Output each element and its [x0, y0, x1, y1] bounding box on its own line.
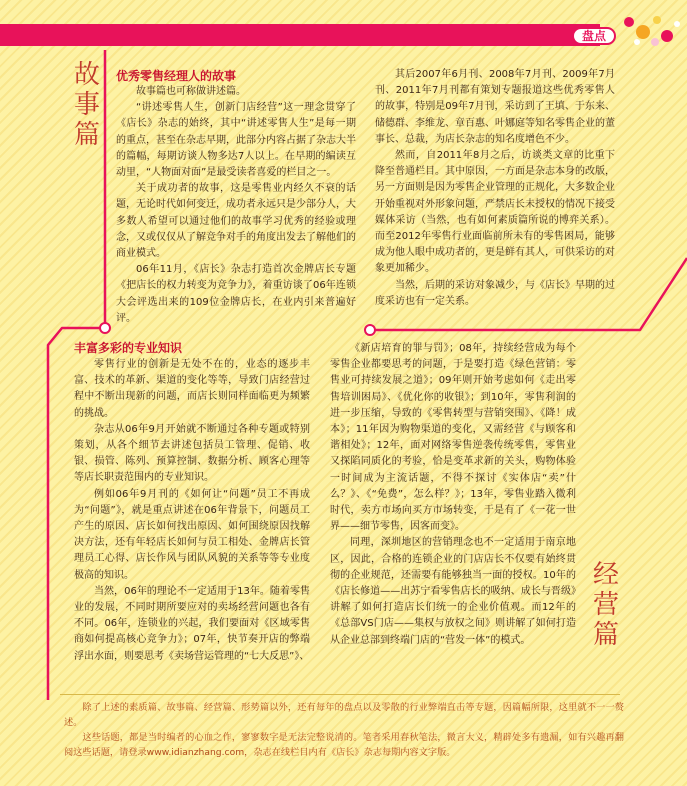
operation-paragraph: 杂志从06年9月开始就不断通过各种专题或特别策划，从各个细节去讲述包括员工管理、促销、收银、损管、陈列、预算控制、数据分析、顾客心理等等店长职责范围内的专业知识。 [74, 423, 310, 484]
operation-paragraph: 零售行业的创新是无处不在的，业态的逐步丰富、技术的革新、渠道的变化等等，导致门店经营过程中不断出现新的问题，而店长则同样面临更为频繁的挑战。 [74, 359, 310, 419]
story-section-title: 故事篇 [73, 60, 100, 150]
story-paragraph: 其后2007年6月刊、2008年7月刊、2009年7月刊、2011年7月刊都有策划专题报道这些优秀零售人的故事，特别是09年7月刊，采访到了王填、于东来、储德群、李维龙、章百惠、叶娜庭等知名零售企业的董事长、总裁，为店长杂志的知名度增色不少。 [375, 69, 615, 145]
footer-notes [64, 700, 624, 760]
operation-paragraph: 例如06年9月刊的《如何让“问题”员工不再成为“问题”》，就是重点讲述在06年背景下，问题员工产生的原因、店长如何找出原因、如何围绕原因找解决方法，还有年轻店长如何与员工相处、金牌店长管理员工心得、店长作风与团队风貌的关系等等专业度极高的知识。 [74, 488, 310, 581]
story-paragraph: “讲述零售人生，创新门店经营”这一理念贯穿了《店长》杂志的始终，其中“讲述零售人生”是每一期的重点，甚至在杂志早期，此部分内容占据了杂志大半的篇幅，每期访谈人物多达7人以上。在早期的编读互动里，“人物面对面”是最受读者喜爱的栏目之一。 [116, 102, 356, 179]
footer-paragraph: 除了上述的素质篇、故事篇、经营篇、形势篇以外，还有每年的盘点以及零散的行业弊端直击等专题，因篇幅所限，这里就不一一赘述。 [64, 702, 624, 728]
footer-paragraph: 这些话题，都是当时编者的心血之作，寥寥数字是无法完整说清的。笔者采用春秋笔法，微言大义，精辟处多有遗漏，如有兴趣再翻阅这些话题，请登录www.idianzhang.com，杂志在线栏目内有《店长》杂志每期内容文字版。 [64, 732, 624, 758]
story-paragraph: 关于成功者的故事，这是零售业内经久不衰的话题，无论时代如何变迁，成功者永远只是少部分人，大多数人希望可以通过他们的故事学习优秀的经验或理念，又或仅仅从了解竞争对手的角度出发去了解他们的商业模式。 [116, 183, 356, 260]
operation-paragraph: 同理，深圳地区的营销理念也不一定适用于南京地区，因此，合格的连锁企业的门店店长不仅要有始终贯彻的企业规范，还需要有能够独当一面的授权。10年的《店长修道——出苏宁看零售店长的吸纳、成长与晋级》讲解了如何打造店长们统一的企业价值观。而12年的《总部VS门店——集权与放权之间》则讲解了如何打造从企业总部到终端门店的“营发一体”的模式。 [330, 537, 576, 646]
story-right-column [375, 67, 615, 310]
story-paragraph: 然而，自2011年8月之后，访谈类文章的比重下降至普通栏目。其中原因，一方面是杂志本身的改版，另一方面则是因为零售企业管理的正规化，大多数企业开始重视对外形象问题，严禁店长未授权的情况下接受媒体采访（当然，也有如何素质篇所说的博弈关系）。而至2012年零售行业面临前所未有的零售困局，能够成为他人眼中成功者的，更是鲜有其人，可供采访的对象更加稀少。 [375, 150, 615, 275]
story-heading: 优秀零售经理人的故事 [116, 69, 237, 83]
operation-heading: 丰富多彩的专业知识 [74, 341, 183, 355]
story-paragraph: 当然，后期的采访对象减少，与《店长》早期的过度采访也有一定关系。 [375, 279, 615, 307]
operation-left-column [74, 357, 310, 665]
story-paragraph: 故事篇也可称做讲述篇。 [136, 86, 246, 97]
operation-paragraph: 《新店培育的罪与罚》；08年，持续经营成为每个零售企业都要思考的问题，于是要打造《绿色营销：零售业可持续发展之道》；09年则开始考虑如何《走出零售培训困局》、《优化你的收银》；到10年，零售利润的进一步压缩，导致的《零售转型与营销突围》、《降！成本》；11年因为购物渠道的变化，又需经营《与顾客和谐相处》；12年，面对网络零售逆袭传统零售，零售业又探陷同质化的考验，恰是变革求新的关头，购物体验一时间成为主流话题，不得不探讨《实体店“卖”什么？》、《“免费”，怎么样？》；13年，零售业踏入微利时代，卖方市场向买方市场转变，于是有了《一花一世界——细节零售，因客而变》。 [330, 343, 576, 533]
operation-paragraph: 当然，06年的理论不一定适用于13年。随着零售业的发展，不同时期所要应对的卖场经营问题也各有不同。06年，连锁业的兴起，我们要面对《区域零售商如何提高核心竞争力》；07年，快节奏开店的弊端浮出水面，则要思考《卖场营运管理的“七大反思”》、 [74, 585, 310, 662]
operation-right-column [330, 341, 576, 649]
footer-divider [60, 694, 620, 695]
story-paragraph: 06年11月，《店长》杂志打造首次金牌店长专题《把店长的权力转变为竞争力》，着重访谈了06年连锁大会评选出来的109位金牌店长，在业内引来普遍好评。 [116, 264, 356, 324]
operation-section-title: 经营篇 [592, 560, 619, 650]
section-badge: 盘点 [572, 27, 616, 45]
story-left-column [116, 84, 356, 327]
